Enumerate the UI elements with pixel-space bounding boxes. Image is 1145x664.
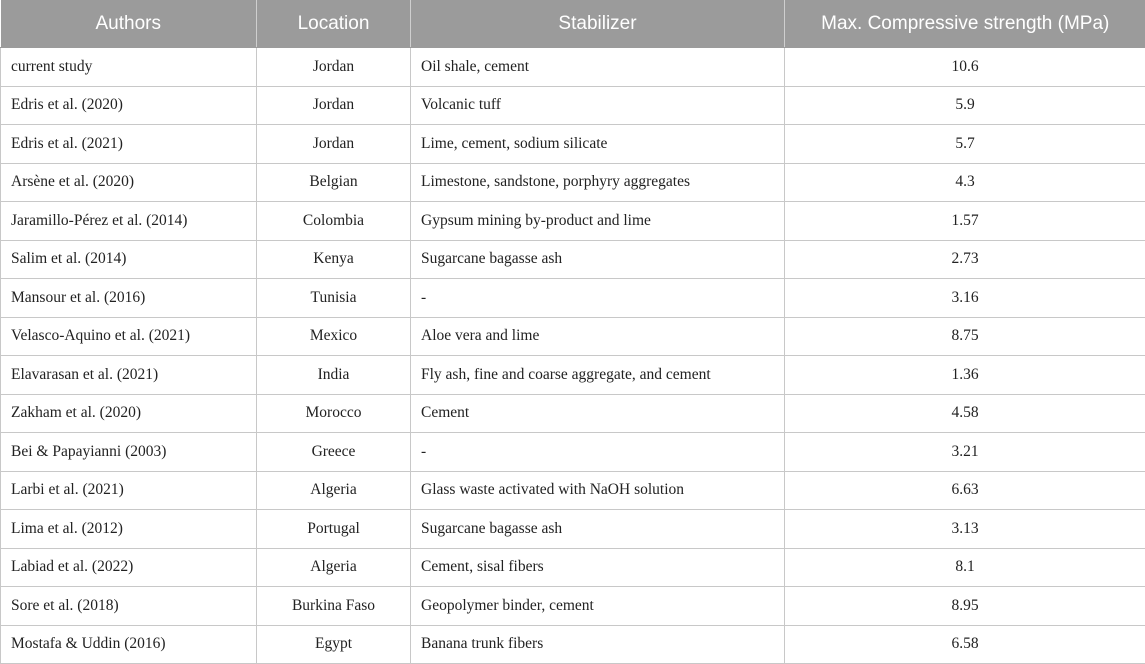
strength-cell: 4.58	[785, 394, 1145, 433]
strength-cell: 4.3	[785, 163, 1145, 202]
location-cell: Egypt	[257, 625, 411, 664]
author-cell: Mansour et al. (2016)	[1, 279, 257, 318]
author-cell: Salim et al. (2014)	[1, 240, 257, 279]
header-location: Location	[257, 0, 411, 48]
author-cell: Edris et al. (2020)	[1, 86, 257, 125]
strength-cell: 8.1	[785, 548, 1145, 587]
author-cell: Larbi et al. (2021)	[1, 471, 257, 510]
header-row	[1, 0, 1145, 48]
stabilizer-cell: Volcanic tuff	[411, 86, 785, 125]
table-row	[1, 279, 1145, 318]
location-cell: Mexico	[257, 317, 411, 356]
table-row	[1, 163, 1145, 202]
table-body	[1, 48, 1145, 664]
author-cell: Mostafa & Uddin (2016)	[1, 625, 257, 664]
location-cell: Portugal	[257, 510, 411, 549]
table-row	[1, 317, 1145, 356]
header-stabilizer: Stabilizer	[411, 0, 785, 48]
author-cell: Zakham et al. (2020)	[1, 394, 257, 433]
stabilizer-cell: Glass waste activated with NaOH solution	[411, 471, 785, 510]
strength-cell: 3.21	[785, 433, 1145, 472]
table-row	[1, 125, 1145, 164]
stabilizer-cell: -	[411, 433, 785, 472]
table-row	[1, 86, 1145, 125]
location-cell: Kenya	[257, 240, 411, 279]
location-cell: Jordan	[257, 48, 411, 87]
stabilizer-cell: Cement	[411, 394, 785, 433]
strength-cell: 8.95	[785, 587, 1145, 626]
strength-cell: 5.7	[785, 125, 1145, 164]
stabilizer-cell: Limestone, sandstone, porphyry aggregates	[411, 163, 785, 202]
author-cell: Arsène et al. (2020)	[1, 163, 257, 202]
strength-cell: 3.16	[785, 279, 1145, 318]
stabilizer-cell: Geopolymer binder, cement	[411, 587, 785, 626]
author-cell: Bei & Papayianni (2003)	[1, 433, 257, 472]
strength-cell: 1.57	[785, 202, 1145, 241]
author-cell: current study	[1, 48, 257, 87]
stabilizer-cell: Sugarcane bagasse ash	[411, 510, 785, 549]
strength-cell: 8.75	[785, 317, 1145, 356]
stabilizer-cell: Gypsum mining by-product and lime	[411, 202, 785, 241]
strength-cell: 1.36	[785, 356, 1145, 395]
location-cell: Algeria	[257, 548, 411, 587]
strength-cell: 2.73	[785, 240, 1145, 279]
stabilizer-cell: Cement, sisal fibers	[411, 548, 785, 587]
author-cell: Velasco-Aquino et al. (2021)	[1, 317, 257, 356]
table-row	[1, 548, 1145, 587]
table-row	[1, 471, 1145, 510]
location-cell: Greece	[257, 433, 411, 472]
location-cell: Colombia	[257, 202, 411, 241]
author-cell: Labiad et al. (2022)	[1, 548, 257, 587]
location-cell: India	[257, 356, 411, 395]
stabilizer-cell: Oil shale, cement	[411, 48, 785, 87]
location-cell: Jordan	[257, 125, 411, 164]
stabilizer-cell: Banana trunk fibers	[411, 625, 785, 664]
author-cell: Elavarasan et al. (2021)	[1, 356, 257, 395]
table-row	[1, 48, 1145, 87]
header-authors: Authors	[1, 0, 257, 48]
strength-cell: 5.9	[785, 86, 1145, 125]
table-row	[1, 394, 1145, 433]
author-cell: Lima et al. (2012)	[1, 510, 257, 549]
table-row	[1, 510, 1145, 549]
location-cell: Tunisia	[257, 279, 411, 318]
author-cell: Sore et al. (2018)	[1, 587, 257, 626]
strength-cell: 3.13	[785, 510, 1145, 549]
location-cell: Jordan	[257, 86, 411, 125]
table-row	[1, 356, 1145, 395]
stabilizer-cell: Fly ash, fine and coarse aggregate, and cement	[411, 356, 785, 395]
location-cell: Belgian	[257, 163, 411, 202]
strength-cell: 6.58	[785, 625, 1145, 664]
table-header	[1, 0, 1145, 48]
table-row	[1, 202, 1145, 241]
header-max-compressive-strength: Max. Compressive strength (MPa)	[785, 0, 1145, 48]
stabilizer-cell: Lime, cement, sodium silicate	[411, 125, 785, 164]
author-cell: Jaramillo-Pérez et al. (2014)	[1, 202, 257, 241]
strength-cell: 6.63	[785, 471, 1145, 510]
location-cell: Algeria	[257, 471, 411, 510]
location-cell: Burkina Faso	[257, 587, 411, 626]
strength-cell: 10.6	[785, 48, 1145, 87]
table-row	[1, 433, 1145, 472]
table-row	[1, 625, 1145, 664]
table-row	[1, 240, 1145, 279]
location-cell: Morocco	[257, 394, 411, 433]
stabilizer-cell: -	[411, 279, 785, 318]
author-cell: Edris et al. (2021)	[1, 125, 257, 164]
table-row	[1, 587, 1145, 626]
stabilizer-cell: Sugarcane bagasse ash	[411, 240, 785, 279]
stabilizer-cell: Aloe vera and lime	[411, 317, 785, 356]
